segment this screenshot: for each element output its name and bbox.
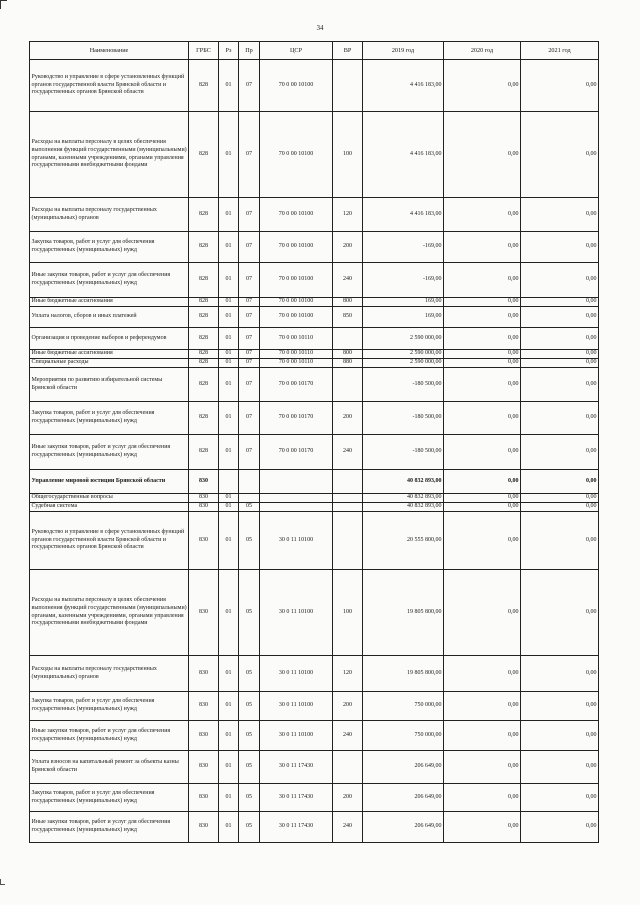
cell-rz: 01 <box>219 350 239 359</box>
cell-y2021: 0,00 <box>521 812 599 843</box>
cell-name: Судебная система <box>30 503 189 512</box>
cell-y2019: 206 649,00 <box>363 812 444 843</box>
cell-name: Закупка товаров, работ и услуг для обеспечения государственных (муниципальных) нужд <box>30 784 189 812</box>
page-number: 34 <box>316 24 324 32</box>
cell-y2020: 0,00 <box>444 570 521 656</box>
cell-pr <box>239 494 260 503</box>
cell-grbs: 830 <box>189 812 219 843</box>
cell-vr: 200 <box>333 402 363 435</box>
cell-pr: 07 <box>239 198 260 232</box>
cell-rz: 01 <box>219 721 239 751</box>
cell-y2021: 0,00 <box>521 307 599 328</box>
cell-y2021: 0,00 <box>521 784 599 812</box>
table-row <box>30 812 599 843</box>
cell-y2020: 0,00 <box>444 328 521 350</box>
cell-rz: 01 <box>219 368 239 402</box>
cell-csr <box>260 503 333 512</box>
cell-y2019: 750 000,00 <box>363 721 444 751</box>
cell-rz: 01 <box>219 298 239 307</box>
cell-pr: 07 <box>239 359 260 368</box>
cell-csr: 70 0 00 10170 <box>260 435 333 470</box>
cell-y2021: 0,00 <box>521 298 599 307</box>
cell-y2020: 0,00 <box>444 470 521 494</box>
cell-vr: 800 <box>333 298 363 307</box>
table-row <box>30 328 599 350</box>
cell-y2019: 40 832 893,00 <box>363 470 444 494</box>
cell-name: Иные бюджетные ассигнования <box>30 350 189 359</box>
cell-y2021: 0,00 <box>521 656 599 692</box>
cell-y2021: 0,00 <box>521 692 599 721</box>
cell-vr: 800 <box>333 350 363 359</box>
cell-y2021: 0,00 <box>521 328 599 350</box>
cell-name: Расходы на выплаты персоналу в целях обеспечения выполнения функций государственными (муниципальными) органами, казенными учреждениями, органами управления государственными внебюджетными фондами <box>30 112 189 198</box>
cell-csr: 30 0 11 17430 <box>260 784 333 812</box>
header-vr: ВР <box>333 42 363 60</box>
cell-csr: 70 0 00 10100 <box>260 60 333 112</box>
cell-csr: 70 0 00 10100 <box>260 298 333 307</box>
cell-y2021: 0,00 <box>521 359 599 368</box>
cell-csr: 30 0 11 10100 <box>260 656 333 692</box>
table-row <box>30 198 599 232</box>
cell-vr: 200 <box>333 232 363 263</box>
table-row <box>30 350 599 359</box>
cell-name: Иные закупки товаров, работ и услуг для обеспечения государственных (муниципальных) нужд <box>30 263 189 298</box>
cell-csr: 70 0 00 10110 <box>260 359 333 368</box>
cell-y2020: 0,00 <box>444 307 521 328</box>
cell-pr: 07 <box>239 328 260 350</box>
cell-grbs: 828 <box>189 368 219 402</box>
cell-y2020: 0,00 <box>444 494 521 503</box>
cell-pr: 07 <box>239 435 260 470</box>
cell-pr: 05 <box>239 784 260 812</box>
cell-y2019: 19 805 800,00 <box>363 570 444 656</box>
table-row <box>30 263 599 298</box>
cell-name: Закупка товаров, работ и услуг для обеспечения государственных (муниципальных) нужд <box>30 692 189 721</box>
cell-y2021: 0,00 <box>521 512 599 570</box>
table-row <box>30 402 599 435</box>
cell-grbs: 828 <box>189 112 219 198</box>
cell-y2021: 0,00 <box>521 751 599 784</box>
cell-csr: 70 0 00 10100 <box>260 112 333 198</box>
cell-rz: 01 <box>219 307 239 328</box>
cell-pr: 07 <box>239 232 260 263</box>
cell-y2021: 0,00 <box>521 402 599 435</box>
cell-y2019: 40 832 893,00 <box>363 494 444 503</box>
cell-grbs: 830 <box>189 570 219 656</box>
cell-rz: 01 <box>219 751 239 784</box>
table-row <box>30 232 599 263</box>
cell-rz: 01 <box>219 198 239 232</box>
cell-name: Расходы на выплаты персоналу в целях обеспечения выполнения функций государственными (муниципальными) органами, казенными учреждениями, органами управления государственными внебюджетными фондами <box>30 570 189 656</box>
cell-grbs: 830 <box>189 692 219 721</box>
cell-y2019: 2 590 000,00 <box>363 359 444 368</box>
cell-csr: 70 0 00 10170 <box>260 368 333 402</box>
cell-y2019: 206 649,00 <box>363 751 444 784</box>
table-row <box>30 570 599 656</box>
cell-grbs: 828 <box>189 60 219 112</box>
table-row <box>30 692 599 721</box>
cell-y2020: 0,00 <box>444 359 521 368</box>
cell-name: Руководство и управление в сфере установленных функций органов государственной власти Брянской области и государственных органов Брянской области <box>30 60 189 112</box>
cell-y2020: 0,00 <box>444 350 521 359</box>
cell-rz: 01 <box>219 232 239 263</box>
cell-grbs: 828 <box>189 359 219 368</box>
table-row <box>30 298 599 307</box>
cell-rz: 01 <box>219 359 239 368</box>
corner-crop-mark-bottom <box>0 879 5 885</box>
cell-name: Иные закупки товаров, работ и услуг для обеспечения государственных (муниципальных) нужд <box>30 435 189 470</box>
cell-y2021: 0,00 <box>521 263 599 298</box>
cell-y2021: 0,00 <box>521 721 599 751</box>
header-csr: ЦСР <box>260 42 333 60</box>
cell-name: Общегосударственные вопросы <box>30 494 189 503</box>
cell-grbs: 828 <box>189 307 219 328</box>
table-row <box>30 784 599 812</box>
cell-grbs: 828 <box>189 263 219 298</box>
cell-grbs: 828 <box>189 402 219 435</box>
cell-y2021: 0,00 <box>521 60 599 112</box>
cell-vr: 240 <box>333 812 363 843</box>
header-year-2020: 2020 год <box>444 42 521 60</box>
cell-vr: 100 <box>333 570 363 656</box>
table-row <box>30 512 599 570</box>
table-row <box>30 721 599 751</box>
cell-csr: 70 0 00 10110 <box>260 328 333 350</box>
cell-csr: 70 0 00 10100 <box>260 198 333 232</box>
table-header <box>30 42 599 60</box>
cell-grbs: 828 <box>189 198 219 232</box>
cell-name: Расходы на выплаты персоналу государственных (муниципальных) органов <box>30 656 189 692</box>
cell-rz: 01 <box>219 812 239 843</box>
cell-vr <box>333 751 363 784</box>
cell-grbs: 830 <box>189 503 219 512</box>
header-pr: Пр <box>239 42 260 60</box>
header-rz: Рз <box>219 42 239 60</box>
table-row <box>30 112 599 198</box>
corner-crop-mark <box>0 0 7 9</box>
cell-name: Закупка товаров, работ и услуг для обеспечения государственных (муниципальных) нужд <box>30 402 189 435</box>
cell-y2020: 0,00 <box>444 812 521 843</box>
cell-rz: 01 <box>219 503 239 512</box>
cell-rz: 01 <box>219 656 239 692</box>
cell-pr <box>239 470 260 494</box>
cell-name: Уплата налогов, сборов и иных платежей <box>30 307 189 328</box>
cell-y2020: 0,00 <box>444 198 521 232</box>
cell-y2020: 0,00 <box>444 112 521 198</box>
cell-pr: 07 <box>239 112 260 198</box>
cell-grbs: 830 <box>189 512 219 570</box>
cell-csr: 70 0 00 10170 <box>260 402 333 435</box>
cell-y2021: 0,00 <box>521 350 599 359</box>
cell-y2019: 750 000,00 <box>363 692 444 721</box>
table-row <box>30 359 599 368</box>
cell-y2020: 0,00 <box>444 263 521 298</box>
cell-y2020: 0,00 <box>444 298 521 307</box>
cell-csr: 30 0 11 17430 <box>260 812 333 843</box>
cell-name: Управление мировой юстиции Брянской области <box>30 470 189 494</box>
cell-y2020: 0,00 <box>444 512 521 570</box>
cell-pr: 05 <box>239 812 260 843</box>
cell-rz: 01 <box>219 328 239 350</box>
cell-vr <box>333 368 363 402</box>
cell-vr: 200 <box>333 692 363 721</box>
cell-name: Организация и проведение выборов и референдумов <box>30 328 189 350</box>
cell-y2020: 0,00 <box>444 721 521 751</box>
cell-y2020: 0,00 <box>444 784 521 812</box>
cell-vr: 120 <box>333 198 363 232</box>
cell-pr: 05 <box>239 721 260 751</box>
cell-y2021: 0,00 <box>521 368 599 402</box>
cell-rz: 01 <box>219 570 239 656</box>
budget-table <box>29 41 599 843</box>
budget-table-container <box>29 41 598 843</box>
cell-csr: 70 0 00 10100 <box>260 263 333 298</box>
cell-y2020: 0,00 <box>444 368 521 402</box>
cell-y2021: 0,00 <box>521 232 599 263</box>
cell-vr <box>333 60 363 112</box>
cell-name: Иные закупки товаров, работ и услуг для обеспечения государственных (муниципальных) нужд <box>30 812 189 843</box>
cell-grbs: 830 <box>189 721 219 751</box>
header-year-2019: 2019 год <box>363 42 444 60</box>
cell-y2020: 0,00 <box>444 60 521 112</box>
header-grbs: ГРБС <box>189 42 219 60</box>
cell-y2019: 4 416 183,00 <box>363 60 444 112</box>
cell-vr: 240 <box>333 263 363 298</box>
cell-rz: 01 <box>219 784 239 812</box>
cell-grbs: 828 <box>189 298 219 307</box>
cell-y2021: 0,00 <box>521 435 599 470</box>
cell-rz: 01 <box>219 60 239 112</box>
cell-rz: 01 <box>219 112 239 198</box>
cell-grbs: 830 <box>189 751 219 784</box>
cell-name: Иные закупки товаров, работ и услуг для обеспечения государственных (муниципальных) нужд <box>30 721 189 751</box>
cell-y2019: 40 832 893,00 <box>363 503 444 512</box>
header-name: Наименование <box>30 42 189 60</box>
cell-pr: 07 <box>239 350 260 359</box>
cell-vr: 120 <box>333 656 363 692</box>
table-row <box>30 751 599 784</box>
cell-name: Уплата взносов на капитальный ремонт за объекты казны Брянской области <box>30 751 189 784</box>
cell-name: Мероприятия по развитию избирательной системы Брянской области <box>30 368 189 402</box>
cell-grbs: 828 <box>189 435 219 470</box>
cell-vr <box>333 503 363 512</box>
cell-vr <box>333 470 363 494</box>
cell-y2019: -169,00 <box>363 232 444 263</box>
cell-y2020: 0,00 <box>444 751 521 784</box>
cell-pr: 07 <box>239 60 260 112</box>
cell-grbs: 828 <box>189 350 219 359</box>
cell-y2021: 0,00 <box>521 570 599 656</box>
table-row <box>30 656 599 692</box>
cell-pr: 07 <box>239 298 260 307</box>
cell-pr: 07 <box>239 307 260 328</box>
cell-grbs: 830 <box>189 656 219 692</box>
cell-y2021: 0,00 <box>521 112 599 198</box>
cell-csr: 30 0 11 10100 <box>260 692 333 721</box>
cell-name: Руководство и управление в сфере установленных функций органов государственной власти Брянской области и государственных органов Брянской области <box>30 512 189 570</box>
cell-csr: 70 0 00 10110 <box>260 350 333 359</box>
cell-csr <box>260 494 333 503</box>
cell-vr: 850 <box>333 307 363 328</box>
cell-vr <box>333 494 363 503</box>
cell-y2019: 169,00 <box>363 307 444 328</box>
cell-rz: 01 <box>219 692 239 721</box>
cell-csr: 30 0 11 17430 <box>260 751 333 784</box>
cell-vr <box>333 328 363 350</box>
cell-grbs: 828 <box>189 232 219 263</box>
cell-y2019: -180 500,00 <box>363 368 444 402</box>
cell-y2019: -169,00 <box>363 263 444 298</box>
cell-y2019: 169,00 <box>363 298 444 307</box>
cell-y2019: 206 649,00 <box>363 784 444 812</box>
cell-pr: 05 <box>239 570 260 656</box>
cell-rz: 01 <box>219 435 239 470</box>
cell-pr: 05 <box>239 512 260 570</box>
cell-pr: 05 <box>239 751 260 784</box>
cell-y2019: 19 805 800,00 <box>363 656 444 692</box>
table-row <box>30 470 599 494</box>
table-body <box>30 60 599 843</box>
cell-y2020: 0,00 <box>444 402 521 435</box>
cell-y2019: 2 590 000,00 <box>363 328 444 350</box>
cell-vr: 240 <box>333 435 363 470</box>
table-row <box>30 307 599 328</box>
cell-y2021: 0,00 <box>521 198 599 232</box>
cell-csr: 70 0 00 10100 <box>260 232 333 263</box>
header-year-2021: 2021 год <box>521 42 599 60</box>
table-row <box>30 60 599 112</box>
cell-grbs: 830 <box>189 494 219 503</box>
cell-name: Специальные расходы <box>30 359 189 368</box>
cell-rz: 01 <box>219 494 239 503</box>
table-row <box>30 503 599 512</box>
cell-vr: 200 <box>333 784 363 812</box>
cell-name: Иные бюджетные ассигнования <box>30 298 189 307</box>
cell-grbs: 828 <box>189 328 219 350</box>
cell-csr: 30 0 11 10100 <box>260 512 333 570</box>
cell-pr: 05 <box>239 656 260 692</box>
cell-y2021: 0,00 <box>521 494 599 503</box>
cell-y2019: 4 416 183,00 <box>363 198 444 232</box>
cell-y2020: 0,00 <box>444 435 521 470</box>
cell-y2019: 20 555 800,00 <box>363 512 444 570</box>
table-row <box>30 435 599 470</box>
cell-rz: 01 <box>219 402 239 435</box>
cell-rz: 01 <box>219 512 239 570</box>
cell-name: Закупка товаров, работ и услуг для обеспечения государственных (муниципальных) нужд <box>30 232 189 263</box>
cell-pr: 05 <box>239 692 260 721</box>
table-row <box>30 368 599 402</box>
cell-y2020: 0,00 <box>444 692 521 721</box>
cell-pr: 07 <box>239 368 260 402</box>
cell-y2020: 0,00 <box>444 656 521 692</box>
table-row <box>30 494 599 503</box>
cell-y2021: 0,00 <box>521 503 599 512</box>
cell-y2019: 4 416 183,00 <box>363 112 444 198</box>
cell-y2019: 2 590 000,00 <box>363 350 444 359</box>
cell-vr: 100 <box>333 112 363 198</box>
cell-y2020: 0,00 <box>444 503 521 512</box>
cell-rz <box>219 470 239 494</box>
cell-pr: 07 <box>239 402 260 435</box>
cell-y2021: 0,00 <box>521 470 599 494</box>
cell-csr <box>260 470 333 494</box>
cell-pr: 05 <box>239 503 260 512</box>
cell-grbs: 830 <box>189 470 219 494</box>
cell-vr <box>333 512 363 570</box>
cell-pr: 07 <box>239 263 260 298</box>
cell-name: Расходы на выплаты персоналу государственных (муниципальных) органов <box>30 198 189 232</box>
cell-vr: 240 <box>333 721 363 751</box>
cell-rz: 01 <box>219 263 239 298</box>
cell-csr: 30 0 11 10100 <box>260 570 333 656</box>
cell-csr: 30 0 11 10100 <box>260 721 333 751</box>
cell-y2019: -180 500,00 <box>363 435 444 470</box>
header-row <box>30 42 599 60</box>
cell-vr: 880 <box>333 359 363 368</box>
cell-y2020: 0,00 <box>444 232 521 263</box>
cell-csr: 70 0 00 10100 <box>260 307 333 328</box>
cell-y2019: -180 500,00 <box>363 402 444 435</box>
cell-grbs: 830 <box>189 784 219 812</box>
